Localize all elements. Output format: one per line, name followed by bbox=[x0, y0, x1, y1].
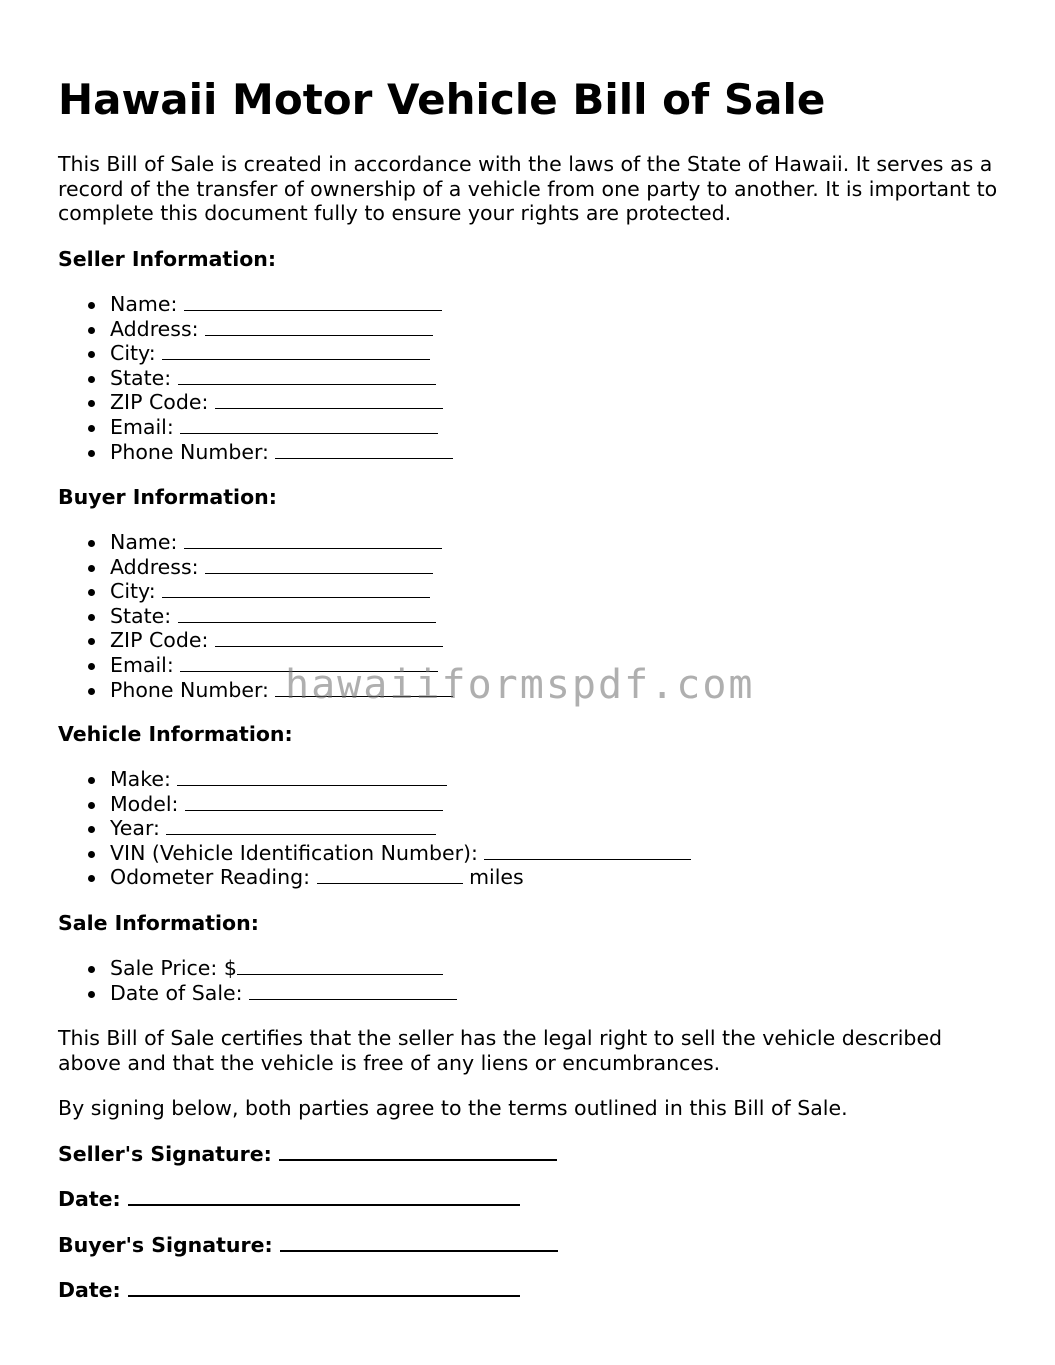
seller-date-line[interactable] bbox=[128, 1186, 520, 1206]
buyer-zip-field[interactable]: ZIP Code: bbox=[58, 628, 453, 653]
seller-date-row[interactable]: Date: bbox=[58, 1186, 520, 1211]
vehicle-model-field[interactable]: Model: bbox=[58, 792, 691, 817]
seller-phone-field[interactable]: Phone Number: bbox=[58, 440, 453, 465]
certification-paragraph: This Bill of Sale certifies that the seller has the legal right to sell the vehicle described above and that the vehicle is free of any liens or encumbrances. bbox=[58, 1026, 943, 1075]
vehicle-make-field[interactable]: Make: bbox=[58, 767, 691, 792]
buyer-section-heading: Buyer Information: bbox=[58, 485, 277, 509]
buyer-address-field[interactable]: Address: bbox=[58, 555, 453, 580]
seller-phone-line[interactable] bbox=[275, 440, 453, 459]
buyer-zip-line[interactable] bbox=[215, 628, 443, 647]
sale-date-field[interactable]: Date of Sale: bbox=[58, 981, 457, 1006]
seller-state-field[interactable]: State: bbox=[58, 366, 453, 391]
buyer-email-field[interactable]: Email: bbox=[58, 653, 453, 678]
buyer-city-line[interactable] bbox=[162, 579, 430, 598]
seller-fields-list bbox=[58, 292, 453, 464]
seller-city-line[interactable] bbox=[162, 341, 430, 360]
sale-fields-list bbox=[58, 956, 457, 1005]
seller-address-field[interactable]: Address: bbox=[58, 317, 453, 342]
sale-price-field[interactable]: Sale Price: $ bbox=[58, 956, 457, 981]
seller-zip-line[interactable] bbox=[215, 390, 443, 409]
buyer-signature-line[interactable] bbox=[280, 1232, 558, 1252]
sale-section-heading: Sale Information: bbox=[58, 911, 259, 935]
buyer-state-field[interactable]: State: bbox=[58, 604, 453, 629]
seller-zip-field[interactable]: ZIP Code: bbox=[58, 390, 453, 415]
vehicle-odometer-line[interactable] bbox=[317, 865, 463, 884]
sale-date-line[interactable] bbox=[249, 981, 457, 1000]
buyer-phone-field[interactable]: Phone Number: bbox=[58, 678, 453, 703]
seller-signature-row[interactable]: Seller's Signature: bbox=[58, 1141, 557, 1166]
seller-address-line[interactable] bbox=[205, 317, 433, 336]
vehicle-vin-line[interactable] bbox=[484, 841, 691, 860]
vehicle-make-line[interactable] bbox=[177, 767, 447, 786]
vehicle-year-line[interactable] bbox=[166, 816, 436, 835]
buyer-phone-line[interactable] bbox=[275, 678, 453, 697]
agreement-paragraph: By signing below, both parties agree to the terms outlined in this Bill of Sale. bbox=[58, 1096, 848, 1120]
buyer-email-line[interactable] bbox=[180, 653, 438, 672]
vehicle-year-field[interactable]: Year: bbox=[58, 816, 691, 841]
seller-email-field[interactable]: Email: bbox=[58, 415, 453, 440]
vehicle-section-heading: Vehicle Information: bbox=[58, 722, 293, 746]
document-title: Hawaii Motor Vehicle Bill of Sale bbox=[58, 75, 826, 124]
buyer-name-field[interactable]: Name: bbox=[58, 530, 453, 555]
sale-price-line[interactable] bbox=[237, 956, 443, 975]
buyer-address-line[interactable] bbox=[205, 555, 433, 574]
seller-email-line[interactable] bbox=[180, 415, 438, 434]
seller-name-line[interactable] bbox=[184, 292, 442, 311]
seller-city-field[interactable]: City: bbox=[58, 341, 453, 366]
buyer-date-row[interactable]: Date: bbox=[58, 1277, 520, 1302]
vehicle-fields-list bbox=[58, 767, 691, 890]
vehicle-odometer-field[interactable]: Odometer Reading: miles bbox=[58, 865, 691, 890]
seller-state-line[interactable] bbox=[178, 366, 436, 385]
buyer-fields-list bbox=[58, 530, 453, 702]
buyer-state-line[interactable] bbox=[178, 604, 436, 623]
watermark-text: hawaiiformspdf.com bbox=[285, 662, 755, 708]
vehicle-model-line[interactable] bbox=[185, 792, 443, 811]
buyer-date-line[interactable] bbox=[128, 1277, 520, 1297]
buyer-name-line[interactable] bbox=[184, 530, 442, 549]
seller-name-field[interactable]: Name: bbox=[58, 292, 453, 317]
intro-paragraph: This Bill of Sale is created in accordance with the laws of the State of Hawaii. It serves as a record of the transfer of ownership of a vehicle from one party to another. It is important to complete this document fully to ensure your rights are protected. bbox=[58, 152, 998, 226]
seller-section-heading: Seller Information: bbox=[58, 247, 277, 271]
buyer-city-field[interactable]: City: bbox=[58, 579, 453, 604]
vehicle-vin-field[interactable]: VIN (Vehicle Identification Number): bbox=[58, 841, 691, 866]
seller-signature-line[interactable] bbox=[279, 1141, 557, 1161]
buyer-signature-row[interactable]: Buyer's Signature: bbox=[58, 1232, 558, 1257]
